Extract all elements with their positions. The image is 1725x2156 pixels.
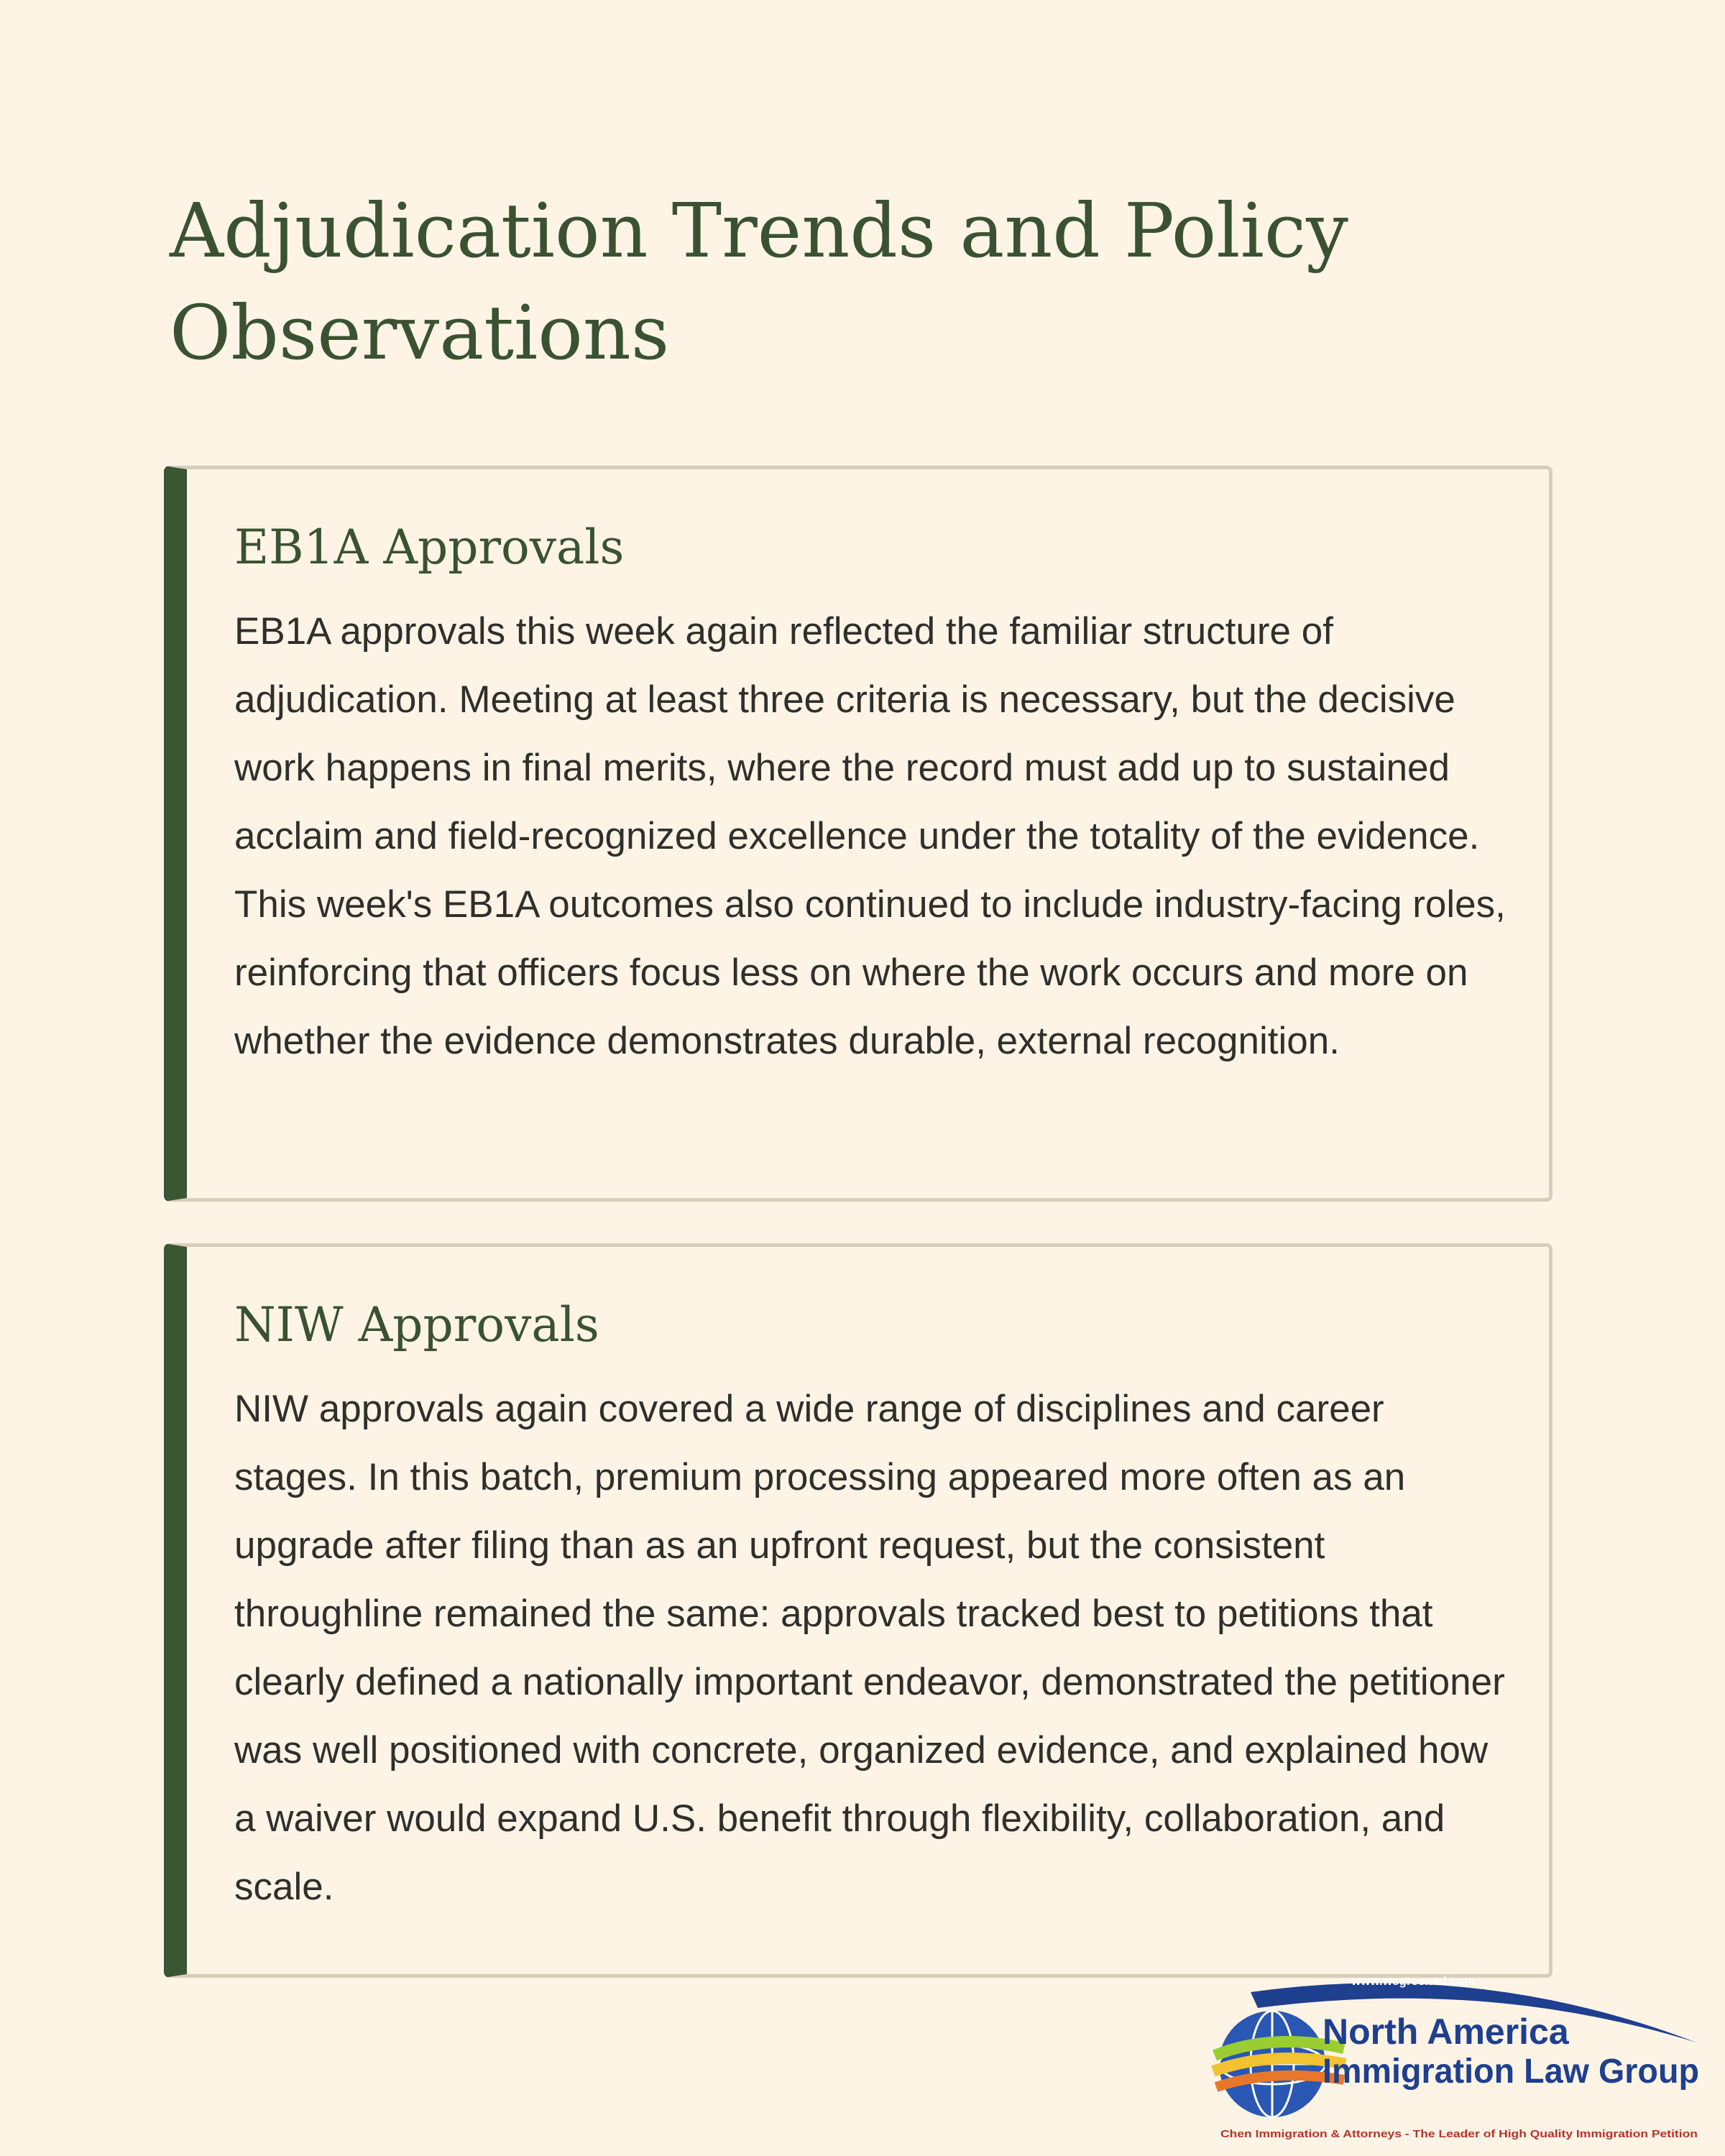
logo-url-text: www.wegreened.com	[1351, 1974, 1476, 1988]
logo-line1: North America	[1322, 2012, 1569, 2052]
eb1a-approvals-body: EB1A approvals this week again reflected the familiar structure of adjudication. Meeting at least three criteria is necessary, but the decisive work happens in final merits, where the record must add up to sustained acclaim and field-recognized excellence under the totality of the evidence. This week's EB1A outcomes also continued to include industry-facing roles, reinforcing that officers focus less on where the work occurs and more on whether the evidence demonstrates durable, external recognition.	[234, 610, 1506, 1062]
niw-approvals-heading: NIW Approvals	[234, 1297, 599, 1353]
logo-tagline: Chen Immigration & Attorneys - The Leader of High Quality Immigration Petition	[1220, 2128, 1698, 2140]
firm-logo	[1208, 1963, 1711, 2150]
page-title: Adjudication Trends and Policy Observations	[170, 187, 1348, 377]
eb1a-approvals-heading: EB1A Approvals	[234, 520, 625, 575]
niw-approvals-body: NIW approvals again covered a wide range of disciplines and career stages. In this batch, premium processing appeared more often as an upgrade after filing than as an upfront request, but the consistent throughline remained the same: approvals tracked best to petitions that clearly defined a nationally important endeavor, demonstrated the petitioner was well positioned with concrete, organized evidence, and explained how a waiver would expand U.S. benefit through flexibility, collaboration, and scale.	[234, 1388, 1505, 1908]
logo-line2: Immigration Law Group	[1322, 2053, 1699, 2091]
niw-approvals-card	[164, 1243, 1552, 1978]
eb1a-approvals-card	[164, 466, 1552, 1202]
